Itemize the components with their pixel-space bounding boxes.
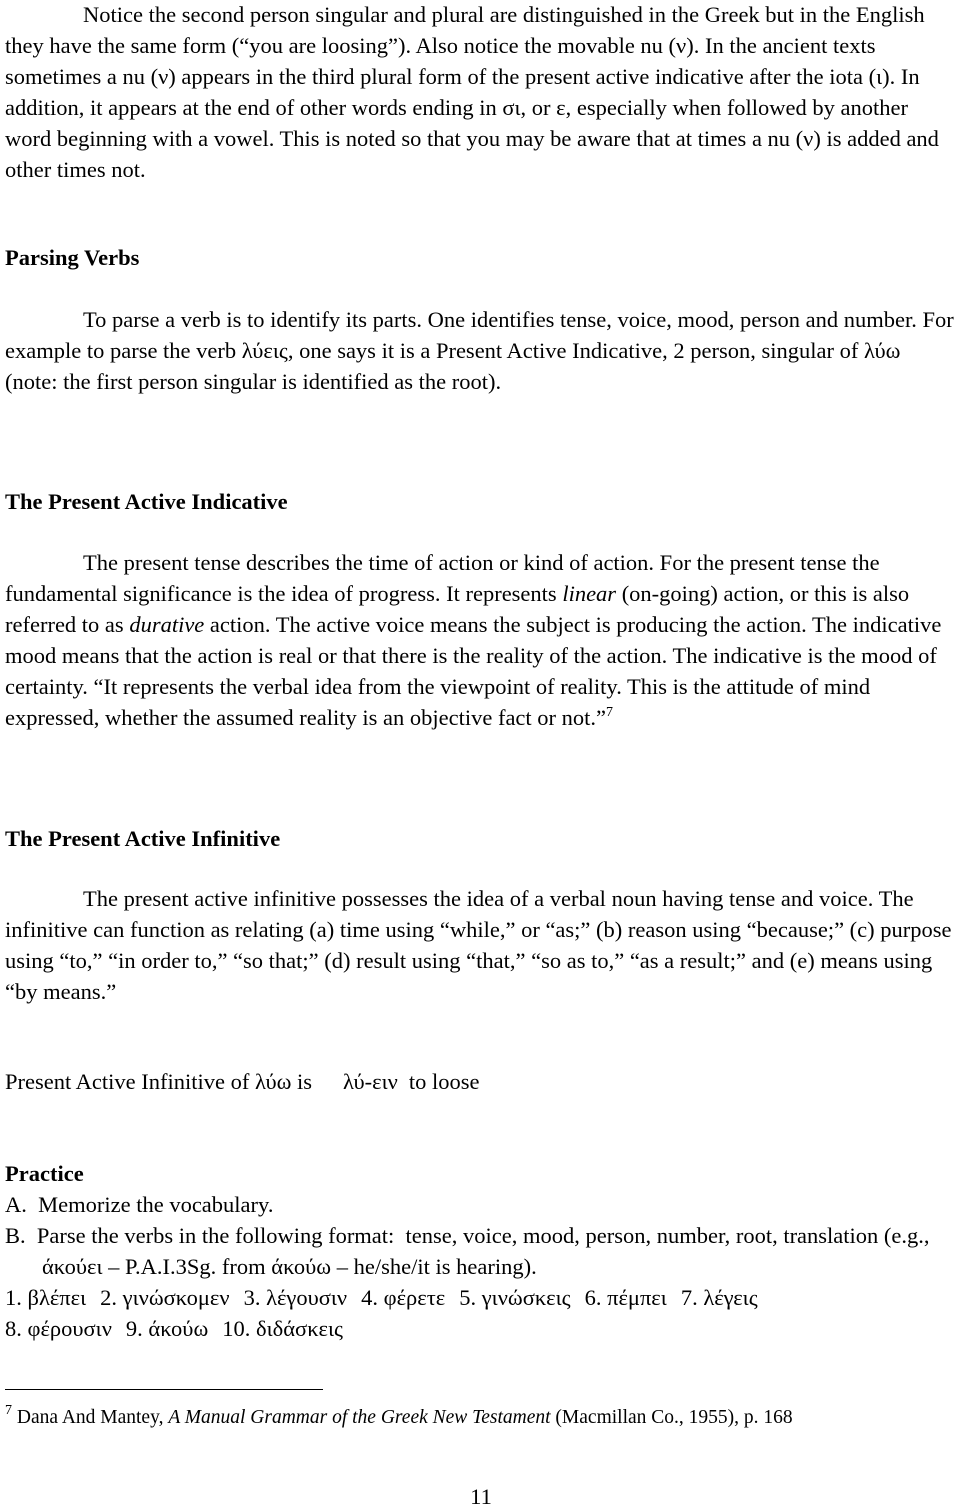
footnote-number: 7 — [5, 1403, 12, 1418]
paragraph-movable-nu: Notice the second person singular and plural are distinguished in the Greek but in the English they have the same form (“you are loosing”). Also notice the movable nu (ν). In the ancient texts sometimes a nu (ν) appears in the third plural form of the present active indicative after the iota (ι). In addition, it appears at the end of other words ending in σι, or ε, especially when followed by another word beginning with a vowel. This is noted so that you may be aware that at times a nu (ν) is added and other times not. — [5, 2, 939, 182]
verb-item: 7. λέγεις — [680, 1285, 758, 1310]
verb-item: 5. γινώσκεις — [459, 1285, 571, 1310]
footnote-reference: 7 — [606, 705, 614, 720]
practice-item-a: A. Memorize the vocabulary. — [5, 1192, 274, 1217]
infinitive-example-gloss: to loose — [408, 1069, 480, 1094]
verb-list-row-1 — [5, 1282, 758, 1313]
footnote-text-1: Dana And Mantey, — [12, 1407, 169, 1428]
pai-durative: durative — [129, 612, 205, 637]
pai-text-3: action. The active voice means the subject is producing the action. The indicative mood means that the action is real or that there is the reality of the action. The indicative is the mood of certainty. “It represents the verbal idea from the viewpoint of reality. This is the attitude of mind expressed, whether the assumed reality is an objective fact or not.” — [5, 612, 942, 730]
verb-item: 9. άκούω — [125, 1316, 209, 1341]
practice-item-b: B. Parse the verbs in the following format: tense, voice, mood, person, number, root, translation (e.g., άκούει – P.A.I.3Sg. from άκούω – he/she/it is hearing). — [5, 1223, 936, 1279]
paragraph-present-active-indicative — [5, 547, 957, 733]
infinitive-example — [5, 1066, 479, 1097]
heading-present-active-indicative: The Present Active Indicative — [5, 489, 288, 514]
footnote-divider — [5, 1389, 323, 1390]
verb-list-row-2 — [5, 1313, 357, 1344]
verb-item: 3. λέγουσιν — [243, 1285, 348, 1310]
footnote-text-2: (Macmillan Co., 1955), p. 168 — [550, 1407, 793, 1428]
verb-item: 10. διδάσκεις — [222, 1316, 343, 1341]
verb-item: 4. φέρετε — [361, 1285, 446, 1310]
heading-parsing-verbs: Parsing Verbs — [5, 245, 140, 270]
verb-item: 1. βλέπει — [5, 1285, 87, 1310]
paragraph-parsing-verbs: To parse a verb is to identify its parts. One identifies tense, voice, mood, person and number. For example to parse the verb λύεις, one says it is a Present Active Indicative, 2 person, singular of λύω (note: the first person singular is identified as the root). — [5, 307, 954, 394]
verb-item: 6. πέμπει — [584, 1285, 667, 1310]
paragraph-present-active-infinitive: The present active infinitive possesses the idea of a verbal noun having tense and voice. The infinitive can function as relating (a) time using “while,” or “as;” (b) reason using “because;” (c) purpose using “to,” “in order to,” “so that;” (d) result using “that,” “so as to,” “as a result;” and (e) means using “by means.” — [5, 886, 952, 1004]
heading-present-active-infinitive: The Present Active Infinitive — [5, 826, 281, 851]
verb-item: 2. γινώσκομεν — [100, 1285, 230, 1310]
infinitive-example-form: λύ-ειν — [343, 1069, 398, 1094]
page-number: 11 — [470, 1484, 492, 1509]
pai-text-1: The present tense describes the time of action or kind of action. For the present tense the fundamental significance is the idea of progress. It represents — [5, 550, 880, 606]
pai-text-2: (on-going) action, or this is also referred to as — [5, 581, 910, 637]
pai-linear: linear — [562, 581, 617, 606]
footnote — [5, 1405, 793, 1431]
infinitive-example-label: Present Active Infinitive of λύω is — [5, 1069, 313, 1094]
footnote-book-title: A Manual Grammar of the Greek New Testament — [168, 1407, 551, 1428]
heading-practice: Practice — [5, 1161, 84, 1186]
verb-item: 8. φέρουσιν — [5, 1316, 112, 1341]
